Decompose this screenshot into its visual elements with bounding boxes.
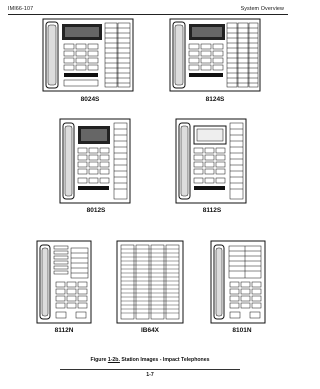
figure-number: 1-2b. [107,357,120,363]
figure-label: Figure [90,357,107,363]
page-number: 1-7 [146,372,154,378]
figure-caption-text: Station Images - Impact Telephones [121,357,210,363]
phone-label-ib64x: IB64X [140,327,160,334]
phone-image-8101n [210,240,266,324]
phone-image-8024s [42,18,134,92]
phone-image-8112s [175,118,247,204]
phone-label-8124s: 8124S [205,96,225,103]
phone-image-8124s [169,18,261,92]
header-rule [8,14,288,15]
phone-label-8101n: 8101N [232,327,252,334]
phone-label-8112s: 8112S [202,207,222,214]
phone-image-8112n [36,240,92,324]
phone-image-ib64x [116,240,184,324]
phone-label-8024s: 8024S [80,96,100,103]
phone-label-8012s: 8012S [86,207,106,214]
document-id: IMI66-107 [8,6,34,12]
phone-label-8112n: 8112N [54,327,74,334]
footer-rule [60,369,240,370]
phone-image-8012s [59,118,131,204]
figure-caption [0,357,300,363]
section-title: System Overview [240,6,284,12]
